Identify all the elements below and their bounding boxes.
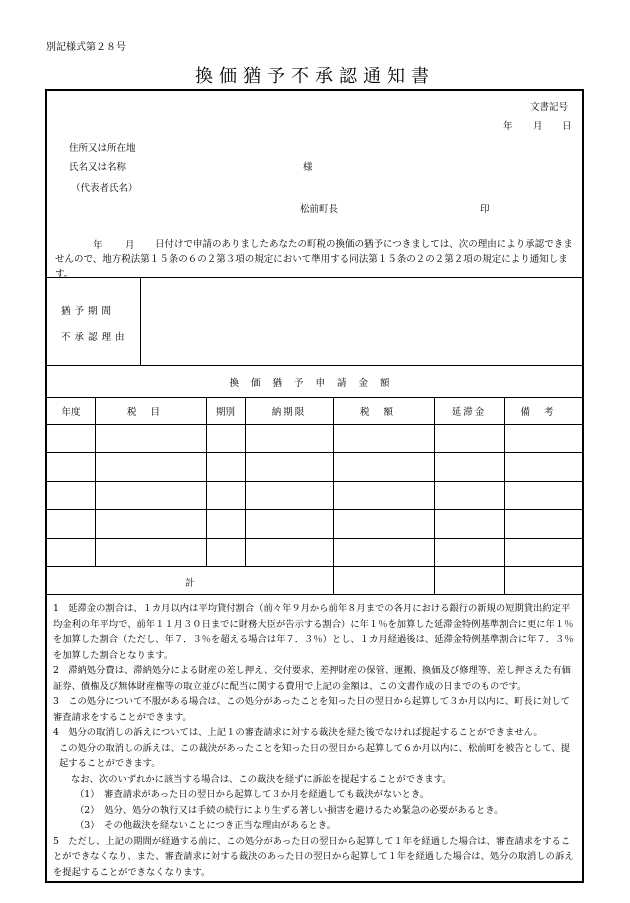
address-label: 住所又は所在地	[69, 143, 136, 154]
total-label: 計	[185, 578, 195, 589]
doc-number-label: 文書記号	[530, 102, 569, 113]
col-header-tax-amount: 税額	[359, 407, 407, 418]
notes	[53, 601, 579, 880]
divider	[47, 277, 582, 278]
divider	[245, 397, 246, 566]
name-label: 氏名又は名称	[69, 162, 127, 173]
date-day-label: 日	[562, 121, 572, 132]
note-4-exception-3: （3） その他裁決を経ないことにつき正当な理由があるとき。	[75, 820, 337, 831]
issuer-name: 松前町長	[300, 204, 339, 215]
divider	[47, 397, 582, 398]
note-1: 1 延滞金の割合は、１カ月以内は平均貸付割合（前々年９月から前年８月までの各月における銀行の新規の短期貸出約定平均金利の年平均で、前年１１月３０日までに財務大臣が告示する割合）に年１％を加算した延滞金特例基準割合に更に年１％を加算した割合（ただし、年７．３％を超える場合は年７．３％）とし、１カ月経過後は、延滞金特例基準割合に年７．３％を加算した割合となります。	[53, 603, 574, 661]
reason-label: 不承認理由	[61, 332, 129, 343]
divider	[47, 538, 582, 539]
note-4-exceptions: なお、次のいずれかに該当する場合は、この裁決を経ずに訴訟を提起することができます。	[71, 773, 452, 785]
divider	[47, 594, 582, 595]
body-text: 日付けで申請のありましたあなたの町税の換価の猶予につきましては、次の理由により承認できませんので、地方税法第１５条の６の２第３項の規定において準用する同法第１５条の２の２第２項の規定により通知します。	[55, 239, 573, 280]
period-label: 猶予期間	[61, 306, 116, 317]
divider	[504, 397, 505, 594]
representative-label: （代表者氏名）	[71, 183, 138, 194]
divider	[95, 397, 96, 566]
form-frame	[45, 89, 584, 883]
divider	[47, 566, 582, 567]
col-header-due-date: 納期限	[271, 407, 307, 418]
body-month-label: 月	[125, 240, 135, 251]
divider	[206, 397, 207, 566]
divider	[47, 509, 582, 510]
col-header-late-fee: 延滞金	[451, 407, 487, 418]
divider	[333, 397, 334, 594]
divider	[47, 481, 582, 482]
note-5: 5 ただし、上記の期間が経過する前に、この処分があった日の翌日から起算して１年を経過した場合は、審査請求をすることができなくなり、また、審査請求に対する裁決のあった日の翌日から起算して１年を経過した場合は、処分の取消しの訴えを提起することができなくなります。	[53, 835, 574, 878]
col-header-year: 年度	[61, 407, 81, 418]
divider	[47, 365, 582, 366]
date-year-label: 年	[503, 121, 513, 132]
amount-section-title: 換価猶予申請金額	[229, 378, 402, 389]
note-4-continued: この処分の取消しの訴えは、この裁決があったことを知った日の翌日から起算して６か月以内に、松前町を被告として、提起することができます。	[59, 742, 571, 769]
note-4-exception-2: （2） 処分、処分の執行又は手続の続行により生ずる著しい損害を避けるため緊急の必要があるとき。	[75, 804, 504, 816]
col-header-remarks: 備考	[520, 407, 568, 418]
body-year-label: 年	[93, 240, 103, 251]
note-2: 2 滞納処分費は、滞納処分による財産の差し押え、交付要求、差押財産の保管、運搬、換価及び修理等、差し押さえた有価証券、債権及び無体財産権等の取立並びに配当に関する費用で上記の金額は、この文書作成の日までのものです。	[53, 665, 571, 692]
note-4-exception-1: （1） 審査請求があった日の翌日から起算して３か月を経過しても裁決がないとき。	[75, 789, 430, 800]
note-4: 4 処分の取消しの訴えについては、上記１の審査請求に対する裁決を経た後でなければ提起することができません。	[53, 727, 543, 738]
divider	[434, 397, 435, 594]
form-id: 別記様式第２８号	[46, 42, 126, 53]
note-3: 3 この処分について不服がある場合は、この処分があったことを知った日の翌日から起算して３か月以内に、町長に対して審査請求をすることができます。	[53, 696, 570, 723]
divider	[140, 277, 141, 365]
seal-label: 印	[480, 204, 490, 215]
date-month-label: 月	[533, 121, 543, 132]
honorific-label: 様	[303, 162, 313, 173]
col-header-period: 期別	[215, 407, 235, 418]
col-header-tax-item: 税目	[126, 407, 174, 418]
divider	[47, 452, 582, 453]
document-title: 換価猶予不承認通知書	[195, 66, 435, 87]
divider	[47, 424, 582, 425]
